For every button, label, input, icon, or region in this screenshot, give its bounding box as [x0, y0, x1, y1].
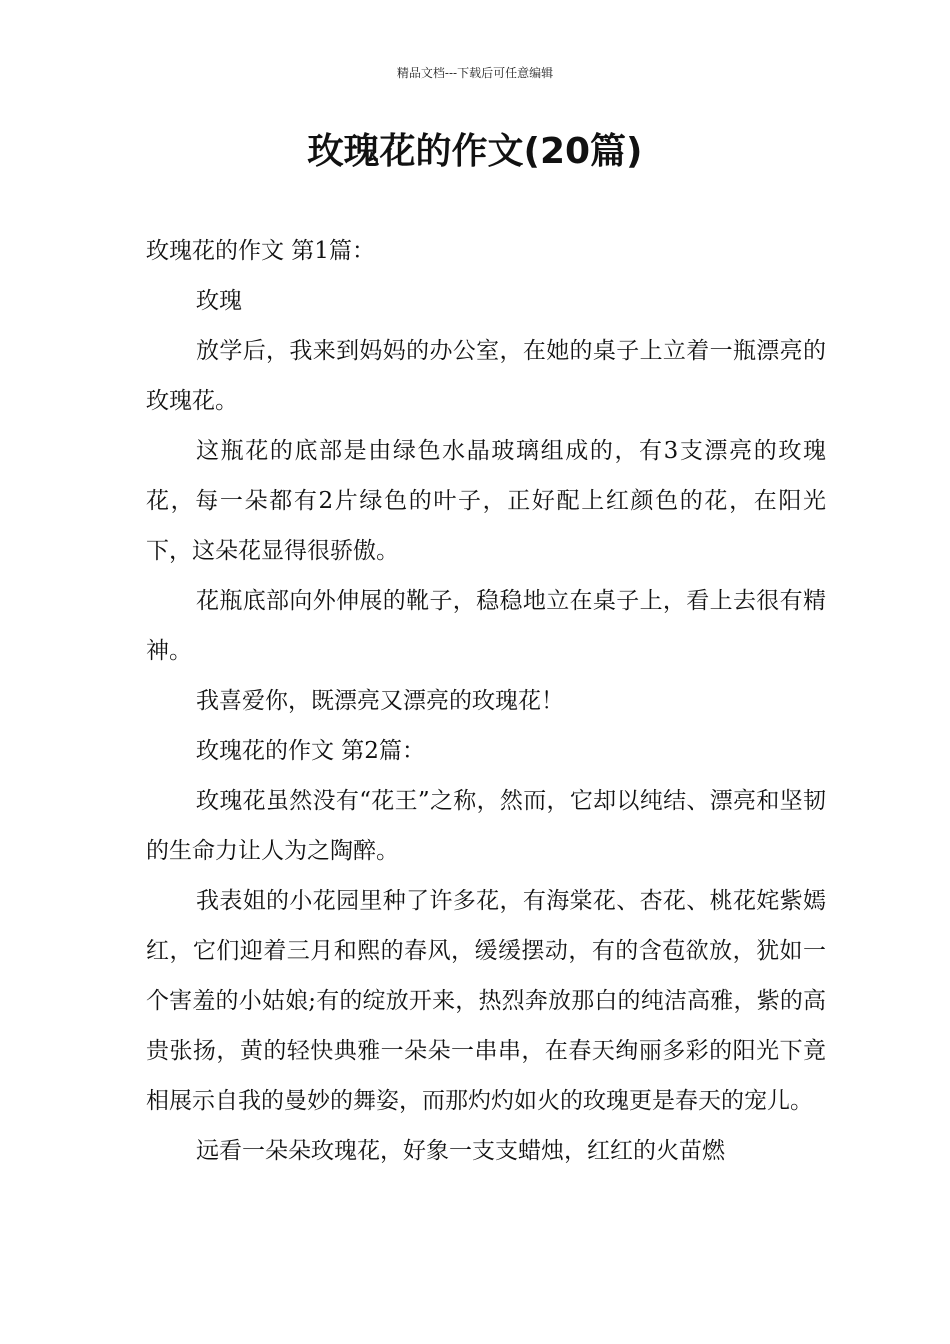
- document-body: [146, 226, 826, 1176]
- essay-subtitle: 玫瑰: [196, 288, 242, 314]
- section-heading-1: 玫瑰花的作文 第1篇：: [146, 238, 375, 264]
- paragraph: 我表姐的小花园里种了许多花，有海棠花、杏花、桃花姹紫嫣红，它们迎着三月和熙的春风，缓缓摆动，有的含苞欲放，犹如一个害羞的小姑娘;有的绽放开来，热烈奔放那白的纯洁高雅，紫的高贵张扬，黄的轻快典雅一朵朵一串串，在春天绚丽多彩的阳光下竟相展示自我的曼妙的舞姿，而那灼灼如火的玫瑰更是春天的宠儿。: [146, 888, 826, 1114]
- document-title: 玫瑰花的作文(20篇): [307, 131, 643, 172]
- paragraph: 放学后，我来到妈妈的办公室，在她的桌子上立着一瓶漂亮的玫瑰花。: [146, 338, 826, 414]
- paragraph: 花瓶底部向外伸展的靴子，稳稳地立在桌子上，看上去很有精神。: [146, 588, 826, 664]
- paragraph: 我喜爱你，既漂亮又漂亮的玫瑰花！: [196, 688, 564, 714]
- paragraph: 远看一朵朵玫瑰花，好象一支支蜡烛，红红的火苗燃: [196, 1138, 725, 1164]
- section-heading-2: 玫瑰花的作文 第2篇：: [196, 738, 425, 764]
- header-note: 精品文档---下载后可任意编辑: [396, 66, 554, 80]
- paragraph: 这瓶花的底部是由绿色水晶玻璃组成的，有3支漂亮的玫瑰花，每一朵都有2片绿色的叶子，正好配上红颜色的花，在阳光下，这朵花显得很骄傲。: [146, 438, 826, 564]
- paragraph: 玫瑰花虽然没有“花王”之称，然而，它却以纯结、漂亮和坚韧的生命力让人为之陶醉。: [146, 788, 826, 864]
